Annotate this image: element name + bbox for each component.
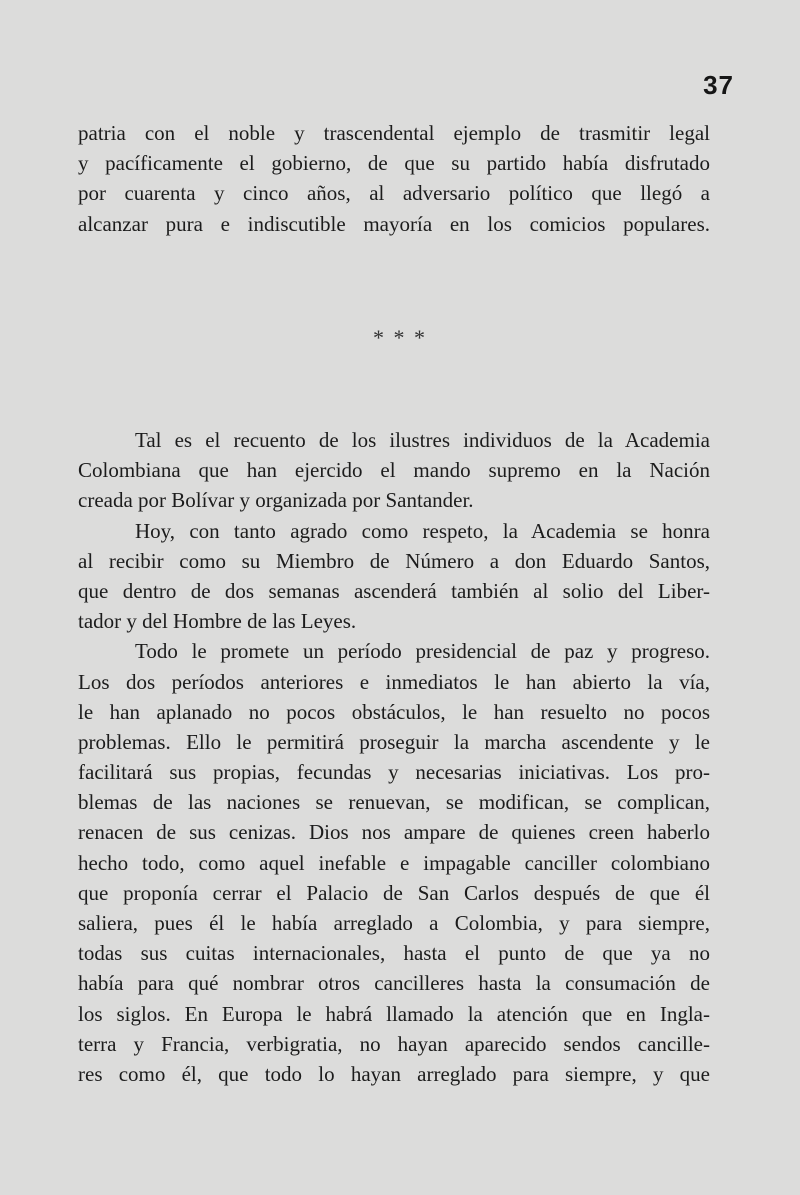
text-line: facilitará sus propias, fecundas y necesarias iniciativas. Los pro- <box>78 760 710 785</box>
text-line: que proponía cerrar el Palacio de San Carlos después de que él <box>78 880 710 905</box>
text-line: al recibir como su Miembro de Número a don Eduardo Santos, <box>78 548 710 573</box>
section-separator: * * * <box>373 325 427 350</box>
text-line: Hoy, con tanto agrado como respeto, la Academia se honra <box>135 518 710 543</box>
body-text <box>78 425 710 1089</box>
text-line: renacen de sus cenizas. Dios nos ampare de quienes creen haberlo <box>78 820 710 845</box>
text-line: Tal es el recuento de los ilustres individuos de la Academia <box>135 428 710 452</box>
text-line: tador y del Hombre de las Leyes. <box>78 609 357 634</box>
text-line: res como él, que todo lo hayan arreglado para siempre, y que <box>78 1061 710 1086</box>
text-line: blemas de las naciones se renuevan, se modifican, se complican, <box>78 790 710 815</box>
text-line: le han aplanado no pocos obstáculos, le han resuelto no pocos <box>78 699 710 724</box>
text-line: y pacíficamente el gobierno, de que su partido había disfrutado <box>78 151 710 176</box>
text-line: por cuarenta y cinco años, al adversario político que llegó a <box>78 181 710 206</box>
text-line: problemas. Ello le permitirá proseguir la marcha ascendente y le <box>78 729 710 754</box>
text-line: hecho todo, como aquel inefable e impagable canciller colombiano <box>78 850 710 875</box>
text-line: que dentro de dos semanas ascenderá también al solio del Liber- <box>78 578 710 603</box>
text-line: patria con el noble y trascendental ejemplo de trasmitir legal <box>78 121 710 145</box>
text-line: Los dos períodos anteriores e inmediatos le han abierto la vía, <box>78 669 710 694</box>
text-line: alcanzar pura e indiscutible mayoría en los comicios populares. <box>78 211 710 236</box>
text-line: saliera, pues él le había arreglado a Colombia, y para siempre, <box>78 911 710 935</box>
text-line: Todo le promete un período presidencial de paz y progreso. <box>135 639 710 664</box>
text-line: todas sus cuitas internacionales, hasta el punto de que ya no <box>78 941 710 966</box>
text-line: terra y Francia, verbigratia, no hayan aparecido sendos cancille- <box>78 1031 710 1056</box>
page-number: 37 <box>703 70 734 100</box>
text-line: Colombiana que han ejercido el mando supremo en la Nación <box>78 458 710 483</box>
text-line: creada por Bolívar y organizada por Santander. <box>78 488 474 513</box>
text-line: había para qué nombrar otros cancilleres hasta la consumación de <box>78 971 710 996</box>
paragraph-continuation <box>78 118 710 239</box>
text-line: los siglos. En Europa le habrá llamado la atención que en Ingla- <box>78 1001 710 1026</box>
